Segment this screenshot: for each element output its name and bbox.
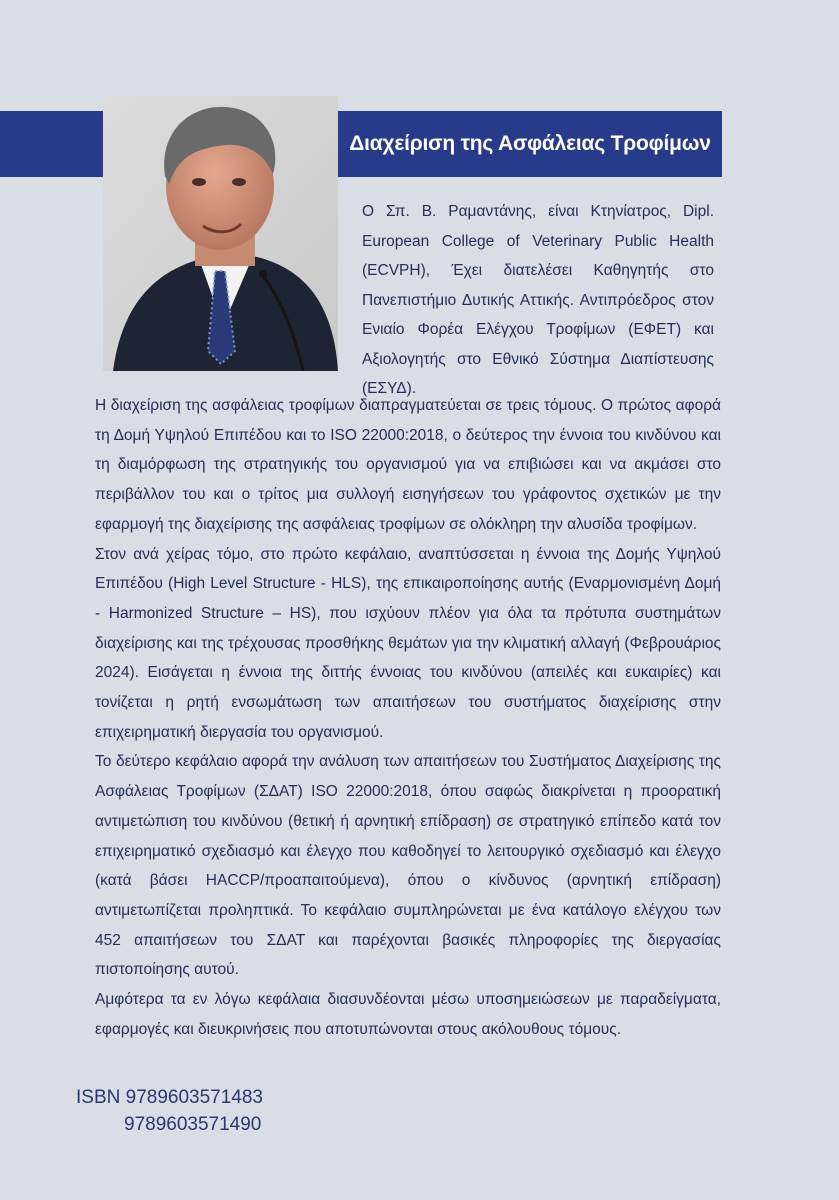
isbn-line-1: ISBN 9789603571483 xyxy=(76,1087,263,1108)
paragraph: Το δεύτερο κεφάλαιο αφορά την ανάλυση των απαιτήσεων του Συστήματος Διαχείρισης της Ασφάλειας Τροφίμων (ΣΔΑΤ) ISO 22000:2018, όπου σαφώς διακρίνεται η προορατική αντιμετώπιση του κινδύνου (θετική ή αρνητική επίδραση) σε στρατηγικό επίπεδο κατά τον επιχειρηματικό σχεδιασμό και έλεγχο που καθοδηγεί το λειτουργικό σχεδιασμό και έλεγχο (κατά βάσει HACCP/προαπαιτούμενα), όπου ο κίνδυνος (αρνητική επίδραση) αντιμετωπίζεται προληπτικά. Το κεφάλαιο συμπληρώνεται με ένα κατάλογο ελέγχου των 452 απαιτήσεων του ΣΔΑΤ και παρέχονται βασικές πληροφορίες της διεργασίας πιστοποίησης αυτού. xyxy=(95,753,721,979)
page-title: Διαχείριση της Ασφάλειας Τροφίμων xyxy=(349,132,711,155)
description xyxy=(95,391,721,1044)
isbn-line-2: 9789603571490 xyxy=(124,1114,262,1135)
author-photo xyxy=(103,96,338,371)
paragraph: Η διαχείριση της ασφάλειας τροφίμων διαπραγματεύεται σε τρεις τόμους. Ο πρώτος αφορά τη Δομή Υψηλού Επιπέδου και το ISO 22000:2018, ο δεύτερος την έννοια του κινδύνου και τη διαμόρφωση της στρατηγικής του οργανισμού για να επιβιώσει και να ακμάσει στο περιβάλλον του και ο τρίτος μια συλλογή εισηγήσεων του γράφοντος σχετικών με την εφαρμογή της διαχείρισης της ασφάλειας τροφίμων σε ολόκληρη την αλυσίδα τροφίμων. xyxy=(95,397,721,533)
isbn-block xyxy=(76,1084,263,1138)
author-bio: Ο Σπ. Β. Ραμαντάνης, είναι Κτηνίατρος, Dipl. European College of Veterinary Public Health (ECVPH), Έχει διατελέσει Καθηγητής στο Πανεπιστήμιο Δυτικής Αττικής. Αντιπρόεδρος στον Ενιαίο Φορέα Ελέγχου Τροφίμων (ΕΦΕΤ) και Αξιολογητής στο Εθνικό Σύστημα Διαπίστευσης (ΕΣΥΔ). xyxy=(362,203,714,397)
paragraph: Αμφότερα τα εν λόγω κεφάλαια διασυνδέονται μέσω υποσημειώσεων με παραδείγματα, εφαρμογές και διευκρινήσεις που αποτυπώνονται στους ακόλουθους τόμους. xyxy=(95,991,721,1038)
paragraph: Στον ανά χείρας τόμο, στο πρώτο κεφάλαιο, αναπτύσσεται η έννοια της Δομής Υψηλού Επιπέδου (High Level Structure - HLS), της επικαιροποίησης αυτής (Εναρμονισμένη Δομή - Harmonized Structure – HS), που ισχύουν πλέον για όλα τα πρότυπα συστημάτων διαχείρισης και της τρέχουσας προσθήκης θεμάτων για την κλιματική αλλαγή (Φεβρουάριος 2024). Εισάγεται η έννοια της διττής έννοιας του κινδύνου (απειλές και ευκαιρίες) και τονίζεται η ρητή ενσωμάτωση των απαιτήσεων του συστήματος διαχείρισης στην επιχειρηματική διεργασία του οργανισμού. xyxy=(95,545,721,741)
author-portrait-icon xyxy=(103,96,338,371)
